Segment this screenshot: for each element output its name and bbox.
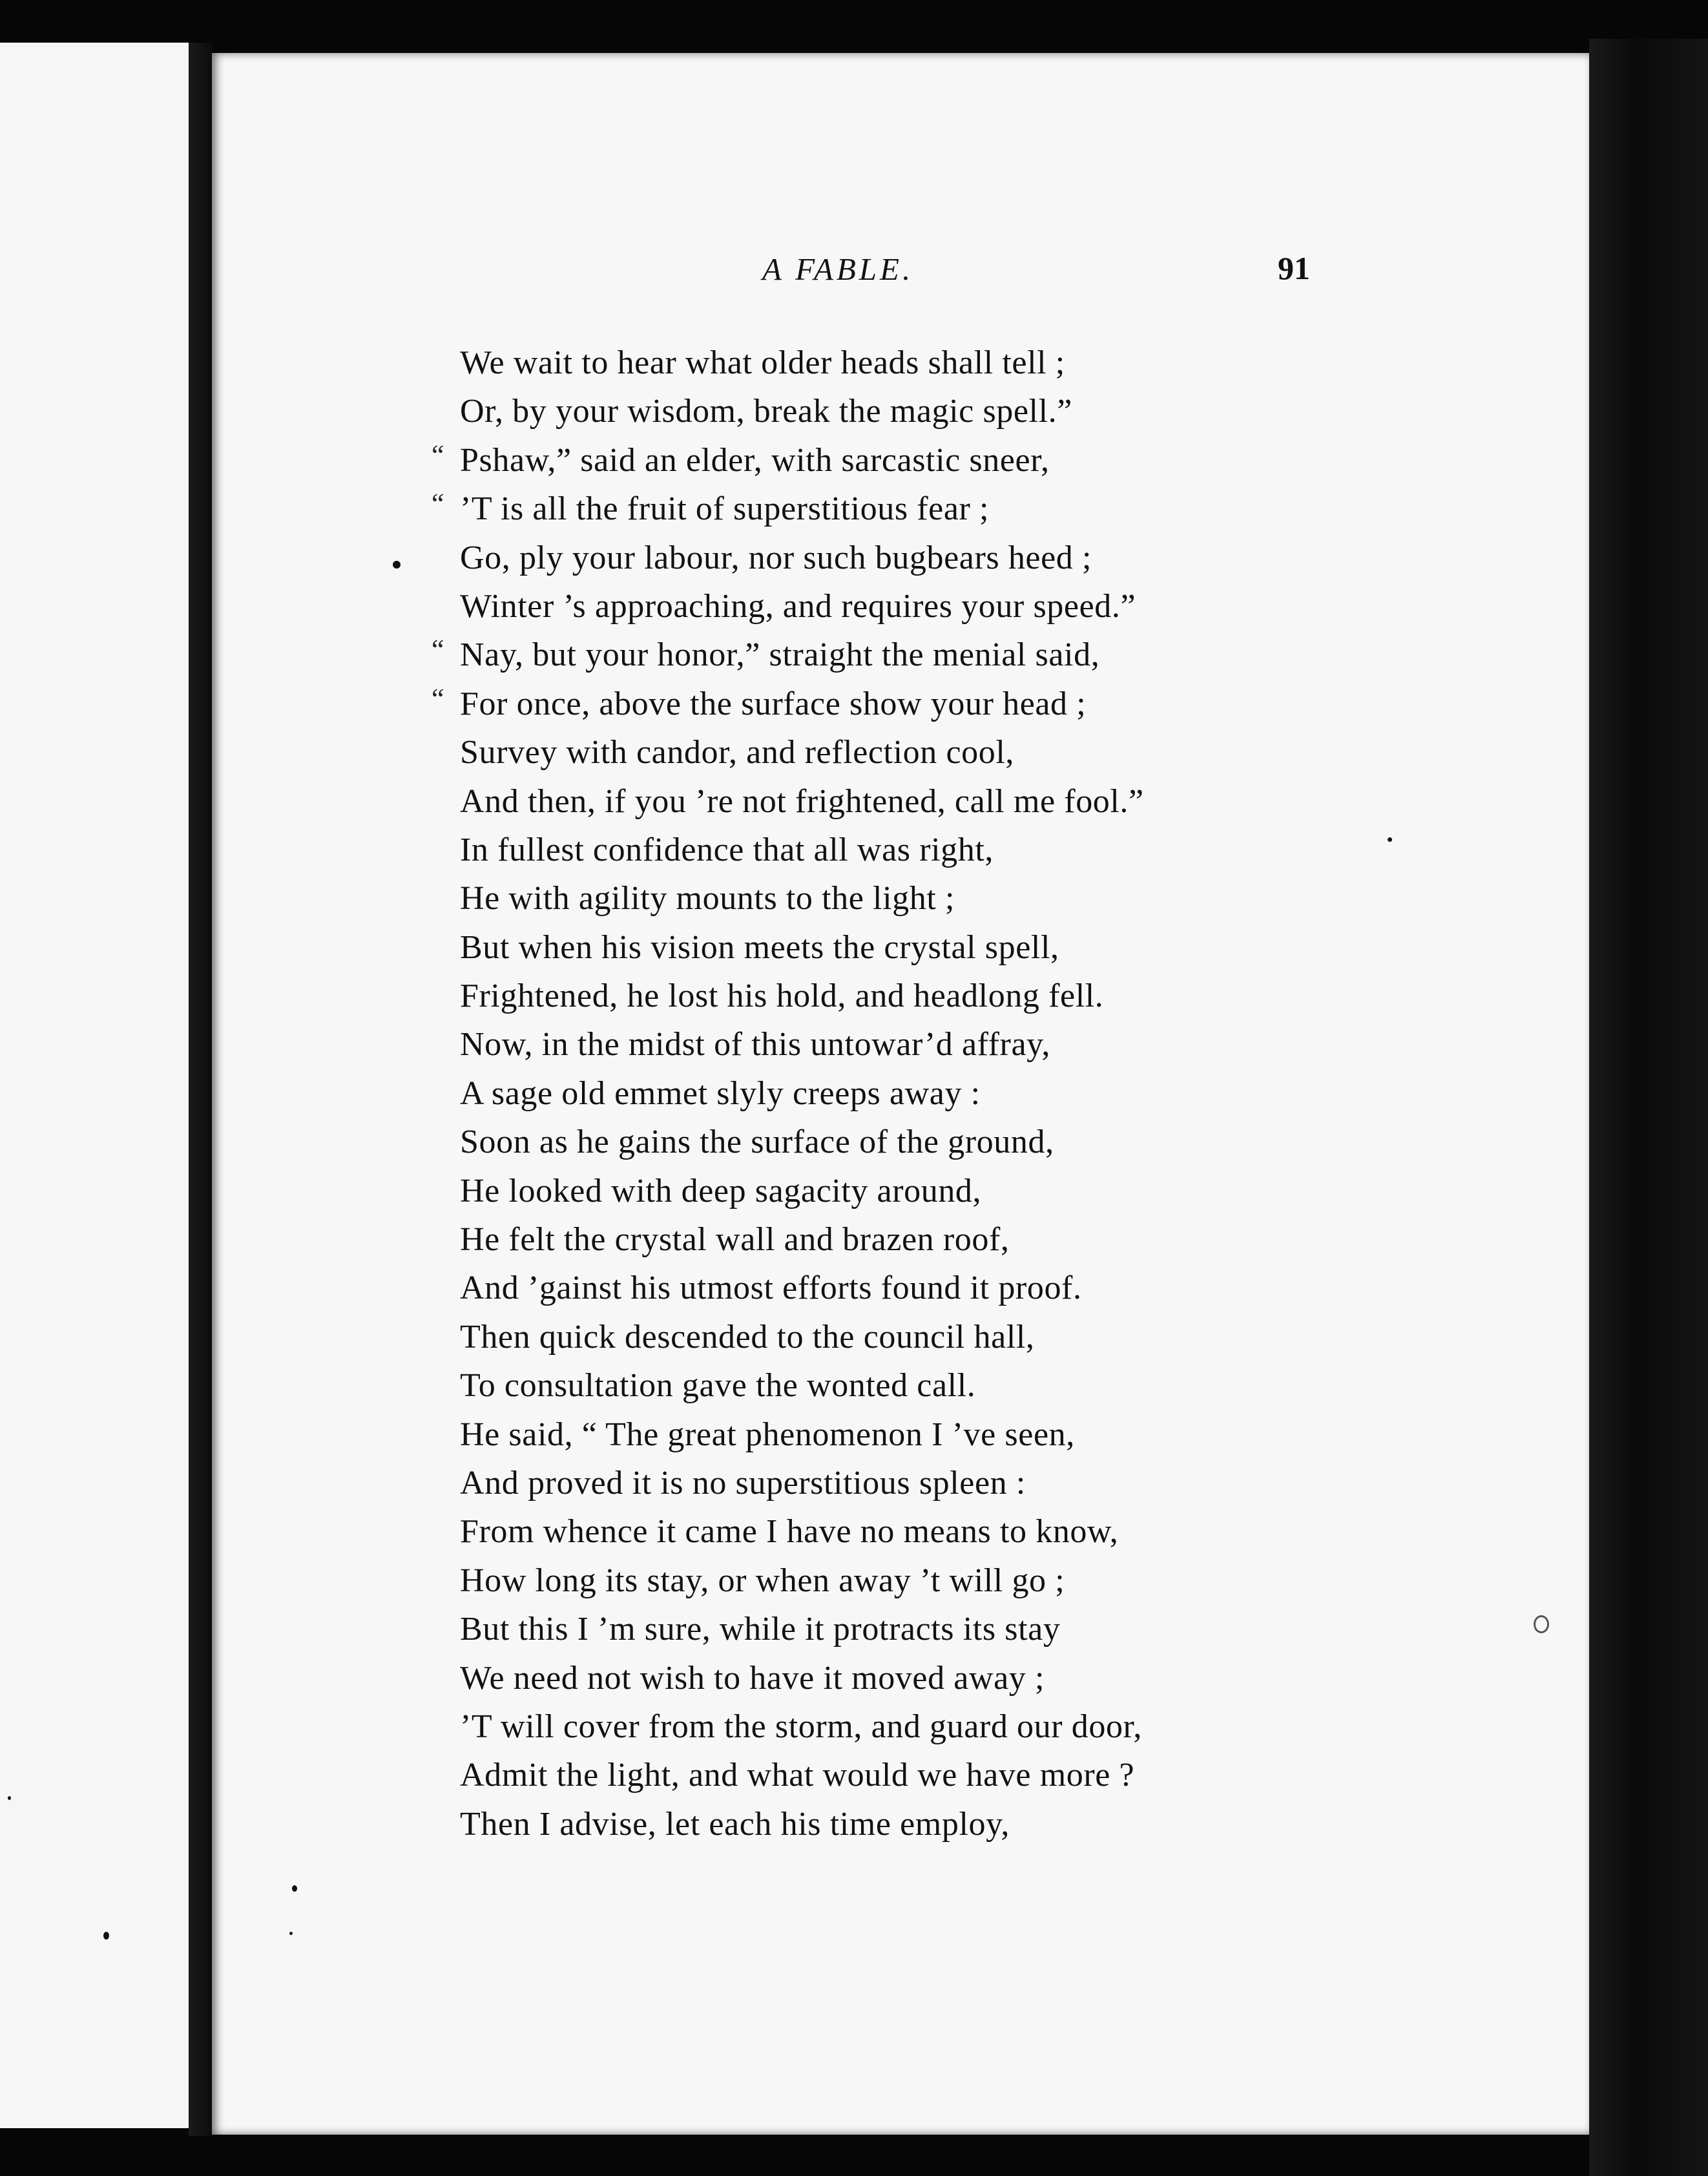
- verse-line-text: Then quick descended to the council hall,: [460, 1318, 1035, 1355]
- verse-line-text: In fullest confidence that all was right,: [460, 831, 994, 868]
- verse-line: [460, 1264, 1468, 1312]
- verse-line: [432, 680, 1468, 728]
- verse-line-text: Pshaw,” said an elder, with sarcastic sneer,: [460, 441, 1050, 479]
- verse-line-text: Admit the light, and what would we have more ?: [460, 1757, 1135, 1794]
- verse-line-text: He felt the crystal wall and brazen roof,: [460, 1221, 1010, 1259]
- verse-line: [432, 436, 1468, 485]
- opening-quote-mark: “: [432, 634, 445, 666]
- verse-line: [460, 1361, 1468, 1410]
- verse-line: [460, 1020, 1468, 1069]
- verse-line-text: And then, if you ’re not frightened, call me fool.”: [460, 782, 1144, 820]
- verse-line: [460, 972, 1468, 1020]
- verse-line-text: To consultation gave the wonted call.: [460, 1367, 976, 1405]
- verse-line-text: Winter ’s approaching, and requires your speed.”: [460, 587, 1136, 625]
- verse-line-text: How long its stay, or when away ’t will go ;: [460, 1562, 1065, 1599]
- verse-line: [432, 631, 1468, 679]
- verse-line-text: Or, by your wisdom, break the magic spell.”: [460, 393, 1072, 430]
- verse-line: [460, 1507, 1468, 1556]
- verse-line: [460, 1215, 1468, 1264]
- verse-line: [432, 485, 1468, 533]
- verse-line: [460, 1654, 1468, 1702]
- verse-line: [460, 1556, 1468, 1605]
- verse-line: [460, 728, 1468, 777]
- verse-line: [460, 1410, 1468, 1459]
- poem-verse: [432, 339, 1468, 1848]
- book-gutter: [189, 43, 212, 2136]
- verse-line-text: And proved it is no superstitious spleen :: [460, 1464, 1026, 1501]
- verse-line-text: He looked with deep sagacity around,: [460, 1172, 982, 1209]
- verse-line: [460, 1702, 1468, 1751]
- verse-line: [460, 534, 1468, 582]
- verse-line-text: Then I advise, let each his time employ,: [460, 1805, 1010, 1843]
- ink-speck: [1534, 1615, 1549, 1633]
- verse-line-text: From whence it came I have no means to know,: [460, 1513, 1119, 1551]
- verse-line-text: But when his vision meets the crystal spell,: [460, 928, 1059, 966]
- facing-page-left: [0, 43, 193, 2128]
- ink-speck: [8, 1796, 11, 1800]
- opening-quote-mark: “: [432, 488, 445, 520]
- verse-line-text: Soon as he gains the surface of the ground,: [460, 1124, 1054, 1161]
- verse-line-text: And ’gainst his utmost efforts found it proof.: [460, 1270, 1082, 1307]
- verse-line: [460, 777, 1468, 826]
- verse-line-text: We need not wish to have it moved away ;: [460, 1659, 1045, 1697]
- ink-speck: [292, 1885, 297, 1892]
- verse-line: [460, 923, 1468, 972]
- verse-line: [460, 582, 1468, 631]
- ink-speck: [103, 1932, 109, 1940]
- verse-line: [460, 1605, 1468, 1653]
- ink-speck: [393, 561, 401, 569]
- verse-line-text: For once, above the surface show your head ;: [460, 685, 1087, 722]
- verse-line-text: But this I ’m sure, while it protracts its stay: [460, 1611, 1061, 1648]
- verse-line: [460, 826, 1468, 874]
- ink-speck: [1388, 837, 1392, 842]
- opening-quote-mark: “: [432, 682, 445, 715]
- verse-line-text: He said, “ The great phenomenon I ’ve seen,: [460, 1416, 1075, 1453]
- verse-line-text: Nay, but your honor,” straight the menial said,: [460, 636, 1100, 674]
- verse-line-text: A sage old emmet slyly creeps away :: [460, 1074, 981, 1112]
- verse-line-text: We wait to hear what older heads shall tell ;: [460, 344, 1065, 381]
- verse-line: [460, 1313, 1468, 1361]
- verse-line: [460, 1800, 1468, 1848]
- verse-line: [460, 1167, 1468, 1215]
- verse-line-text: ’T is all the fruit of superstitious fear ;: [460, 490, 990, 528]
- verse-line: [460, 1459, 1468, 1507]
- page-number: 91: [1278, 250, 1310, 286]
- running-head: A FABLE.: [762, 251, 914, 287]
- verse-line: [460, 387, 1468, 435]
- verse-line-text: Go, ply your labour, nor such bugbears heed ;: [460, 539, 1092, 576]
- verse-line-text: Frightened, he lost his hold, and headlong fell.: [460, 978, 1104, 1015]
- page-edge-right: [1589, 39, 1708, 2176]
- ink-speck: [289, 1932, 293, 1935]
- verse-line: [460, 1069, 1468, 1118]
- verse-line: [460, 1118, 1468, 1166]
- verse-line-text: Survey with candor, and reflection cool,: [460, 734, 1014, 771]
- verse-line-text: Now, in the midst of this untowar’d affray,: [460, 1026, 1050, 1063]
- verse-line: [460, 874, 1468, 923]
- verse-line-text: He with agility mounts to the light ;: [460, 880, 955, 917]
- verse-line: [460, 1751, 1468, 1799]
- verse-line: [460, 339, 1468, 387]
- opening-quote-mark: “: [432, 439, 445, 471]
- verse-line-text: ’T will cover from the storm, and guard our door,: [460, 1708, 1142, 1745]
